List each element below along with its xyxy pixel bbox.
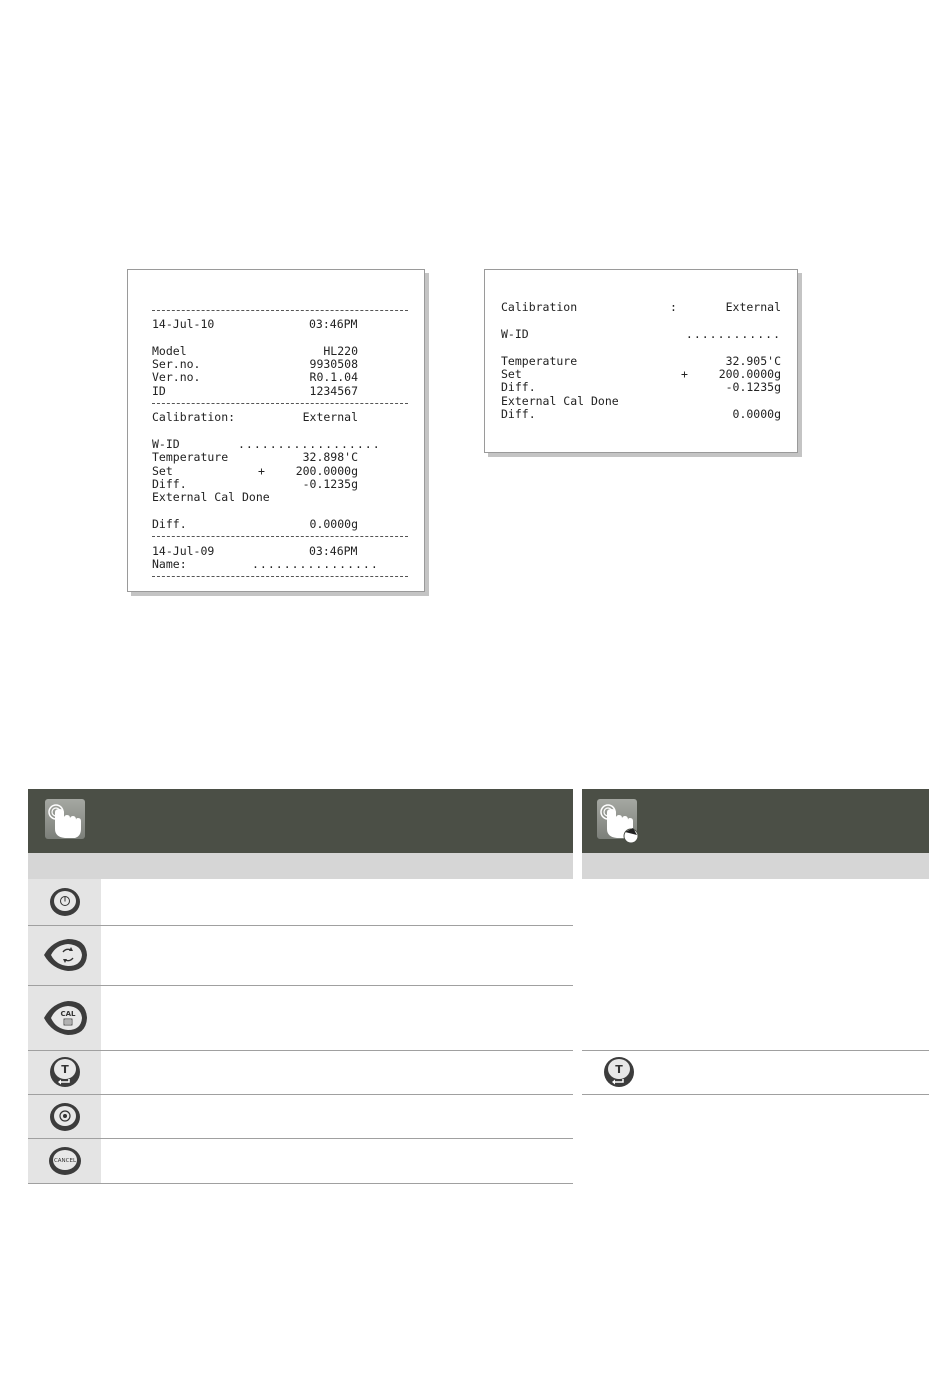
touch-hand-icon xyxy=(45,799,85,839)
diff2-label: Diff. xyxy=(152,517,187,531)
model-label: Model xyxy=(152,344,187,358)
set-label: Set xyxy=(501,367,522,381)
pen-panel-subheader xyxy=(582,853,929,879)
id-label: ID xyxy=(152,384,166,398)
diff-value: -0.1235g xyxy=(725,380,781,394)
temperature-value: 32.898'C xyxy=(302,450,358,464)
pen-panel-header xyxy=(582,789,929,853)
divider xyxy=(152,536,408,537)
pen-hand-icon xyxy=(597,799,637,839)
tare-key-icon-right[interactable] xyxy=(602,1055,636,1089)
mode-key-icon[interactable] xyxy=(42,935,90,975)
temperature-value: 32.905'C xyxy=(725,354,781,368)
wid-label: W-ID xyxy=(501,327,529,341)
diff2-label: Diff. xyxy=(501,407,536,421)
calibration-colon: : xyxy=(670,300,677,314)
row-divider xyxy=(28,1138,573,1139)
power-key-icon[interactable] xyxy=(48,885,82,919)
set-sign: + xyxy=(681,367,688,381)
touch-panel-subheader xyxy=(28,853,573,879)
date: 14-Jul-10 xyxy=(152,317,215,331)
tare-key-label-right: T xyxy=(615,1063,623,1076)
divider xyxy=(152,310,408,311)
time: 03:46PM xyxy=(309,317,358,331)
set-sign: + xyxy=(258,464,265,478)
cal-key-label: CAL xyxy=(60,1010,76,1018)
touch-panel-header xyxy=(28,789,573,853)
diff-value: -0.1235g xyxy=(302,477,358,491)
serno-value: 9930508 xyxy=(309,357,358,371)
diff2-value: 0.0000g xyxy=(309,517,358,531)
diff2-value: 0.0000g xyxy=(732,407,781,421)
row-divider xyxy=(28,1183,573,1184)
wid-label: W-ID xyxy=(152,437,180,451)
wid-value: .................. xyxy=(238,437,381,451)
serno-label: Ser.no. xyxy=(152,357,201,371)
diff-label: Diff. xyxy=(152,477,187,491)
tare-key-icon[interactable] xyxy=(48,1055,82,1089)
verno-label: Ver.no. xyxy=(152,370,201,384)
cal-key-icon[interactable] xyxy=(42,997,90,1039)
cal-done-text: External Cal Done xyxy=(152,490,270,504)
set-value: 200.0000g xyxy=(295,464,358,478)
divider xyxy=(152,403,408,404)
tare-key-label: T xyxy=(61,1063,69,1076)
divider xyxy=(152,576,408,577)
temperature-label: Temperature xyxy=(501,354,578,368)
set-label: Set xyxy=(152,464,173,478)
calibration-value: External xyxy=(302,410,358,424)
row-divider xyxy=(28,985,573,986)
cancel-key-label: CANCEL xyxy=(53,1158,77,1164)
cal-done-text: External Cal Done xyxy=(501,394,619,408)
printout-left xyxy=(127,269,425,592)
row-divider xyxy=(28,1050,573,1051)
id-value: 1234567 xyxy=(309,384,358,398)
temperature-label: Temperature xyxy=(152,450,229,464)
row-divider xyxy=(28,925,573,926)
row-divider xyxy=(28,1094,573,1095)
verno-value: R0.1.04 xyxy=(309,370,358,384)
calibration-label: Calibration: xyxy=(152,410,236,424)
row-divider xyxy=(582,1050,929,1051)
name-value: ................ xyxy=(252,557,379,571)
set-value: 200.0000g xyxy=(718,367,781,381)
wid-value: ............ xyxy=(685,327,781,341)
date2: 14-Jul-09 xyxy=(152,544,215,558)
cancel-key-icon[interactable] xyxy=(47,1144,83,1178)
calibration-value: External xyxy=(725,300,781,314)
printout-right xyxy=(484,269,798,453)
time2: 03:46PM xyxy=(309,544,358,558)
calibration-label: Calibration xyxy=(501,300,578,314)
print-key-icon[interactable] xyxy=(48,1100,82,1134)
diff-label: Diff. xyxy=(501,380,536,394)
model-value: HL220 xyxy=(323,344,358,358)
row-divider xyxy=(582,1094,929,1095)
name-label: Name: xyxy=(152,557,187,571)
